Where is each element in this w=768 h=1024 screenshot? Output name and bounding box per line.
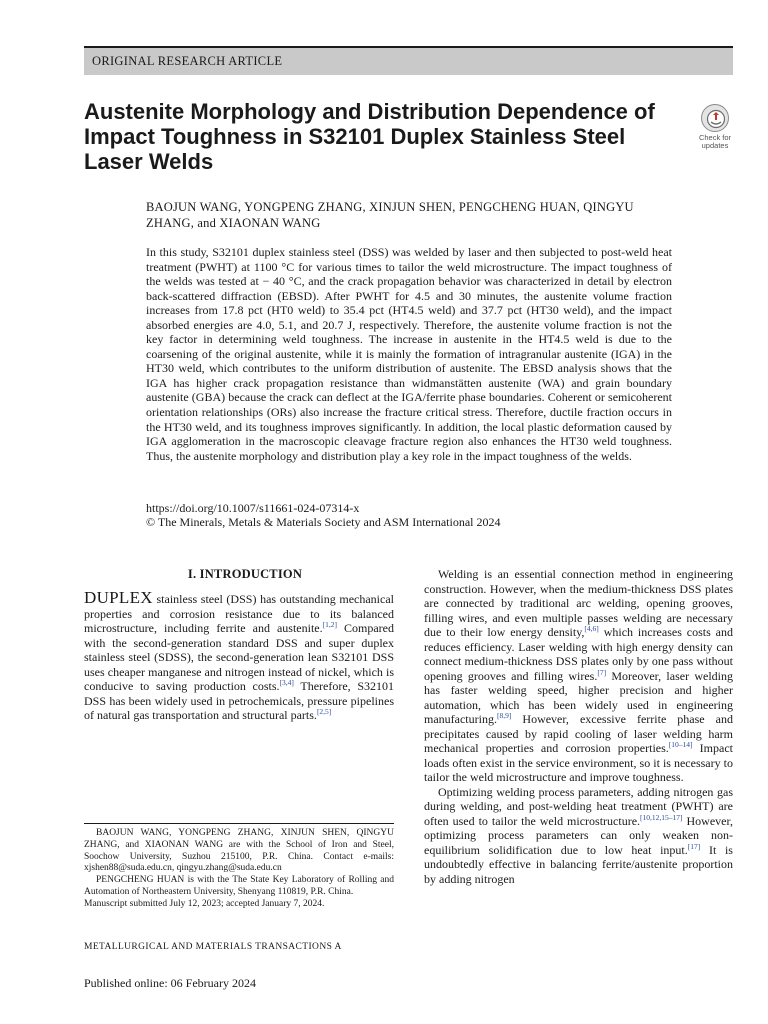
affiliation-2: PENGCHENG HUAN is with the The State Key Laboratory of Rolling and Automation of Northeastern University, Shenyang 110819, P.R. China. — [84, 875, 394, 897]
introduction-column-right — [424, 567, 733, 886]
intro-text-b: Compared with the second-generation standard DSS and super duplex stainless steel (SDSS), the second-generation lean S32101 DSS uses cheaper manganese and nitrogen instead of nickel, which is conducive to saving production costs. — [84, 621, 394, 693]
check-for-updates-line1: Check for — [698, 133, 732, 142]
citation-link[interactable]: [7] — [597, 667, 607, 677]
intro-paragraph-2 — [424, 567, 733, 785]
right-text-e: Impact loads often exist in the service environment, so it is necessary to tailor the weld microstructure and improve toughness. — [424, 741, 733, 784]
right-text-g: However, optimizing process parameters can only weaken non-equilibrium solidification due to low heat input. — [424, 813, 733, 857]
citation-link[interactable]: [10,12,15–17] — [640, 812, 683, 822]
intro-text-c: Therefore, S32101 DSS has been widely used in petrochemicals, pressure pipelines of natural gas transportation and structural parts. — [84, 679, 394, 722]
article-type-label: ORIGINAL RESEARCH ARTICLE — [92, 54, 283, 68]
intro-paragraph-1 — [84, 588, 394, 723]
manuscript-dates: Manuscript submitted July 12, 2023; accepted January 7, 2024. — [84, 898, 325, 909]
citation-link[interactable]: [3,4] — [279, 678, 294, 687]
citation-link[interactable]: [4,6] — [584, 624, 599, 633]
article-type-bar — [84, 46, 733, 75]
intro-paragraph-3 — [424, 785, 733, 887]
doi-link[interactable]: https://doi.org/10.1007/s11661-024-07314-x — [146, 501, 360, 515]
affiliation-1: BAOJUN WANG, YONGPENG ZHANG, XINJUN SHEN, QINGYU ZHANG, and XIAONAN WANG are with the School of Iron and Steel, Soochow University, Suzhou 215100, P.R. China. Contact e-mails: xjshen88@suda.edu.cn, qingyu.zhang@suda.edu.cn — [84, 828, 394, 874]
right-text-a: Welding is an essential connection method in engineering construction. However, when the medium-thickness DSS plates are connected by traditional arc welding, opening grooves, filling wires, and even multiple passes welding are necessary due to their low energy density, — [424, 567, 733, 639]
citation-link[interactable]: [17] — [687, 841, 701, 851]
abstract: In this study, S32101 duplex stainless steel (DSS) was welded by laser and then subjected to post-weld heat treatment (PWHT) at 1100 °C for various times to tailor the weld microstructure. The impact toughness of the welds was tested at − 40 °C, and the crack propagation behavior was characterized in detail by electron back-scattered diffraction (EBSD). After PWHT for 4.5 and 30 minutes, the austenite volume fraction increases from 17.8 pct (HT0 weld) to 35.4 pct (HT4.5 weld) and 37.7 pct (HT30 weld), and the impact absorbed energies are 4.0, 5.1, and 20.7 J, respectively. Therefore, the austenite volume fraction is not the key factor in determining weld toughness. The increase in austenite in the HT4.5 weld is due to the coarsening of the original austenite, while it is mainly the formation of intragranular austenite (IGA) in the HT30 weld, which contributes to the uniform distribution of austenite. The EBSD analysis shows that the IGA has higher crack propagation resistance than widmanstätten austenite (WA) and grain boundary austenite (GBA) because the crack can deflect at the IGA/ferrite phase boundaries. Coherent or semicoherent orientation relationships (ORs) also increase the fracture critical stress. Therefore, ductile fraction occurs in the HT30 weld, and its toughness improves significantly. In addition, the local plastic deformation caused by IGA agglomeration in the macroscopic cleavage fracture region also enhances the HT30 weld toughness. Thus, the austenite morphology and distribution play a key role in the impact toughness of the welds. — [146, 245, 672, 463]
article-title: Austenite Morphology and Distribution Dependence of Impact Toughness in S32101 Duplex Stainless Steel Laser Welds — [84, 99, 655, 174]
right-text-b: which increases costs and reduces efficiency. Laser welding with high energy density can connect medium-thickness DSS plates only by one pass without opening grooves and filling wires. — [424, 625, 733, 683]
right-text-d: However, excessive ferrite phase and precipitates caused by rapid cooling of laser welding harm mechanical properties and corrosion properties. — [424, 712, 733, 755]
journal-name: METALLURGICAL AND MATERIALS TRANSACTIONS A — [84, 942, 342, 952]
check-for-updates-icon — [701, 104, 729, 132]
copyright-notice: © The Minerals, Metals & Materials Society and ASM International 2024 — [146, 515, 501, 529]
citation-link[interactable]: [8,9] — [496, 711, 512, 720]
right-text-h: It is undoubtedly effective in balancing ferrite/austenite proportion by adding nitrogen — [424, 842, 733, 886]
citation-link[interactable]: [1,2] — [322, 620, 337, 629]
dropcap-word: DUPLEX — [84, 588, 153, 607]
citation-link[interactable]: [10–14] — [668, 740, 693, 749]
introduction-column-left — [84, 567, 394, 723]
check-for-updates-line2: updates — [701, 141, 729, 150]
check-for-updates-badge[interactable] — [695, 104, 735, 150]
published-date: Published online: 06 February 2024 — [84, 976, 256, 990]
citation-link[interactable]: [2,5] — [316, 707, 332, 716]
author-list: BAOJUN WANG, YONGPENG ZHANG, XINJUN SHEN, PENGCHENG HUAN, QINGYU ZHANG, and XIAONAN WANG — [146, 200, 634, 230]
section-heading-introduction: I. INTRODUCTION — [187, 567, 303, 581]
right-text-c: Moreover, laser welding has faster welding speed, higher precision and higher automation, which has been widely used in engineering manufacturing. — [424, 668, 733, 726]
author-affiliation-footnote — [84, 823, 394, 911]
right-text-f: Optimizing welding process parameters, adding nitrogen gas during welding, and post-welding heat treatment (PWHT) are often used to tailor the weld microstructure. — [424, 784, 733, 828]
intro-text-a: stainless steel (DSS) has outstanding mechanical properties and corrosion resistance due to its balanced microstructure, including ferrite and austenite. — [84, 592, 394, 635]
